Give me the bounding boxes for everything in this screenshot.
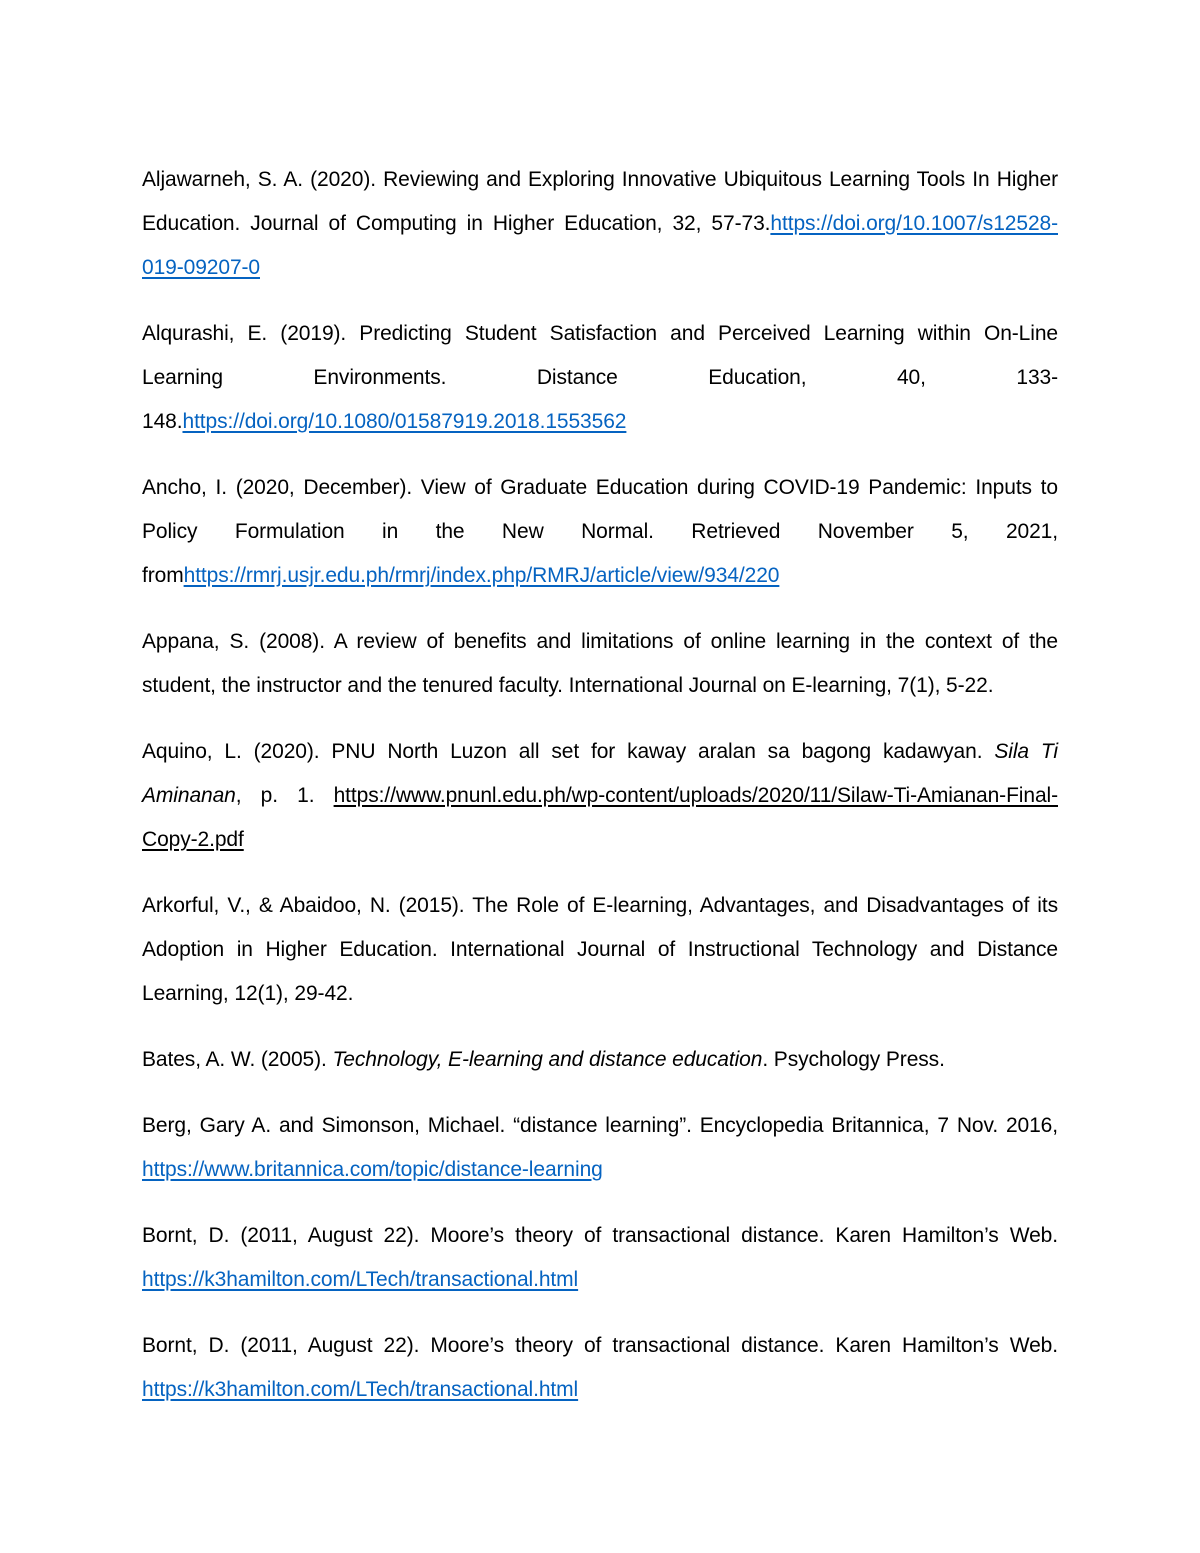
reference-title-italic: Technology, E-learning and distance education bbox=[332, 1048, 763, 1071]
reference-text: , p. 1. bbox=[235, 784, 334, 807]
reference-text: Appana, S. (2008). A review of benefits and limitations of online learning in the context of the student, the instructor and the tenured faculty. International Journal on E-learning, 7(1), 5-22. bbox=[142, 630, 1058, 697]
reference-link[interactable]: https://k3hamilton.com/LTech/transactional.html bbox=[142, 1378, 579, 1401]
reference-link[interactable]: https://www.britannica.com/topic/distance-learning bbox=[142, 1158, 603, 1181]
reference-list bbox=[142, 158, 1058, 1434]
reference-link[interactable]: https://doi.org/10.1007/s12528-019-09207-0 bbox=[142, 212, 1058, 279]
reference-source-italic: Sila Ti Aminanan bbox=[142, 740, 1058, 807]
reference-text: Ancho, I. (2020, December). View of Graduate Education during COVID-19 Pandemic: Inputs to Policy Formulation in the New Normal. Retrieved November 5, 2021, from bbox=[142, 476, 1058, 587]
reference-entry bbox=[142, 466, 1058, 598]
reference-text: Aljawarneh, S. A. (2020). Reviewing and Exploring Innovative Ubiquitous Learning Tools In Higher Education. Journal of Computing in Higher Education, 32, 57-73. bbox=[142, 168, 1058, 235]
reference-entry bbox=[142, 1038, 1058, 1082]
reference-entry bbox=[142, 158, 1058, 290]
reference-link[interactable]: https://rmrj.usjr.edu.ph/rmrj/index.php/RMRJ/article/view/934/220 bbox=[183, 564, 780, 587]
reference-entry bbox=[142, 730, 1058, 862]
reference-entry bbox=[142, 1104, 1058, 1192]
reference-link[interactable]: https://doi.org/10.1080/01587919.2018.1553562 bbox=[182, 410, 627, 433]
reference-text: Berg, Gary A. and Simonson, Michael. “distance learning”. Encyclopedia Britannica, 7 Nov. 2016, bbox=[142, 1114, 1058, 1137]
reference-entry bbox=[142, 620, 1058, 708]
reference-link[interactable]: https://k3hamilton.com/LTech/transactional.html bbox=[142, 1268, 579, 1291]
reference-text: Alqurashi, E. (2019). Predicting Student Satisfaction and Perceived Learning within On-Line Learning Environments. Distance Education, 40, 133-148. bbox=[142, 322, 1058, 433]
reference-text: Aquino, L. (2020). PNU North Luzon all set for kaway aralan sa bagong kadawyan. bbox=[142, 740, 995, 763]
reference-entry bbox=[142, 1214, 1058, 1302]
reference-text: Arkorful, V., & Abaidoo, N. (2015). The Role of E-learning, Advantages, and Disadvantages of its Adoption in Higher Education. International Journal of Instructional Technology and Distance Learning, 12(1), 29-42. bbox=[142, 894, 1058, 1005]
reference-text: Bornt, D. (2011, August 22). Moore’s theory of transactional distance. Karen Hamilton’s Web. bbox=[142, 1224, 1058, 1247]
reference-text: . Psychology Press. bbox=[762, 1048, 945, 1071]
reference-entry bbox=[142, 1324, 1058, 1412]
reference-entry bbox=[142, 884, 1058, 1016]
reference-link[interactable]: https://www.pnunl.edu.ph/wp-content/uploads/2020/11/Silaw-Ti-Amianan-Final-Copy-2.pdf bbox=[142, 784, 1058, 851]
reference-entry bbox=[142, 312, 1058, 444]
reference-text: Bates, A. W. (2005). bbox=[142, 1048, 333, 1071]
reference-text: Bornt, D. (2011, August 22). Moore’s theory of transactional distance. Karen Hamilton’s Web. bbox=[142, 1334, 1058, 1357]
